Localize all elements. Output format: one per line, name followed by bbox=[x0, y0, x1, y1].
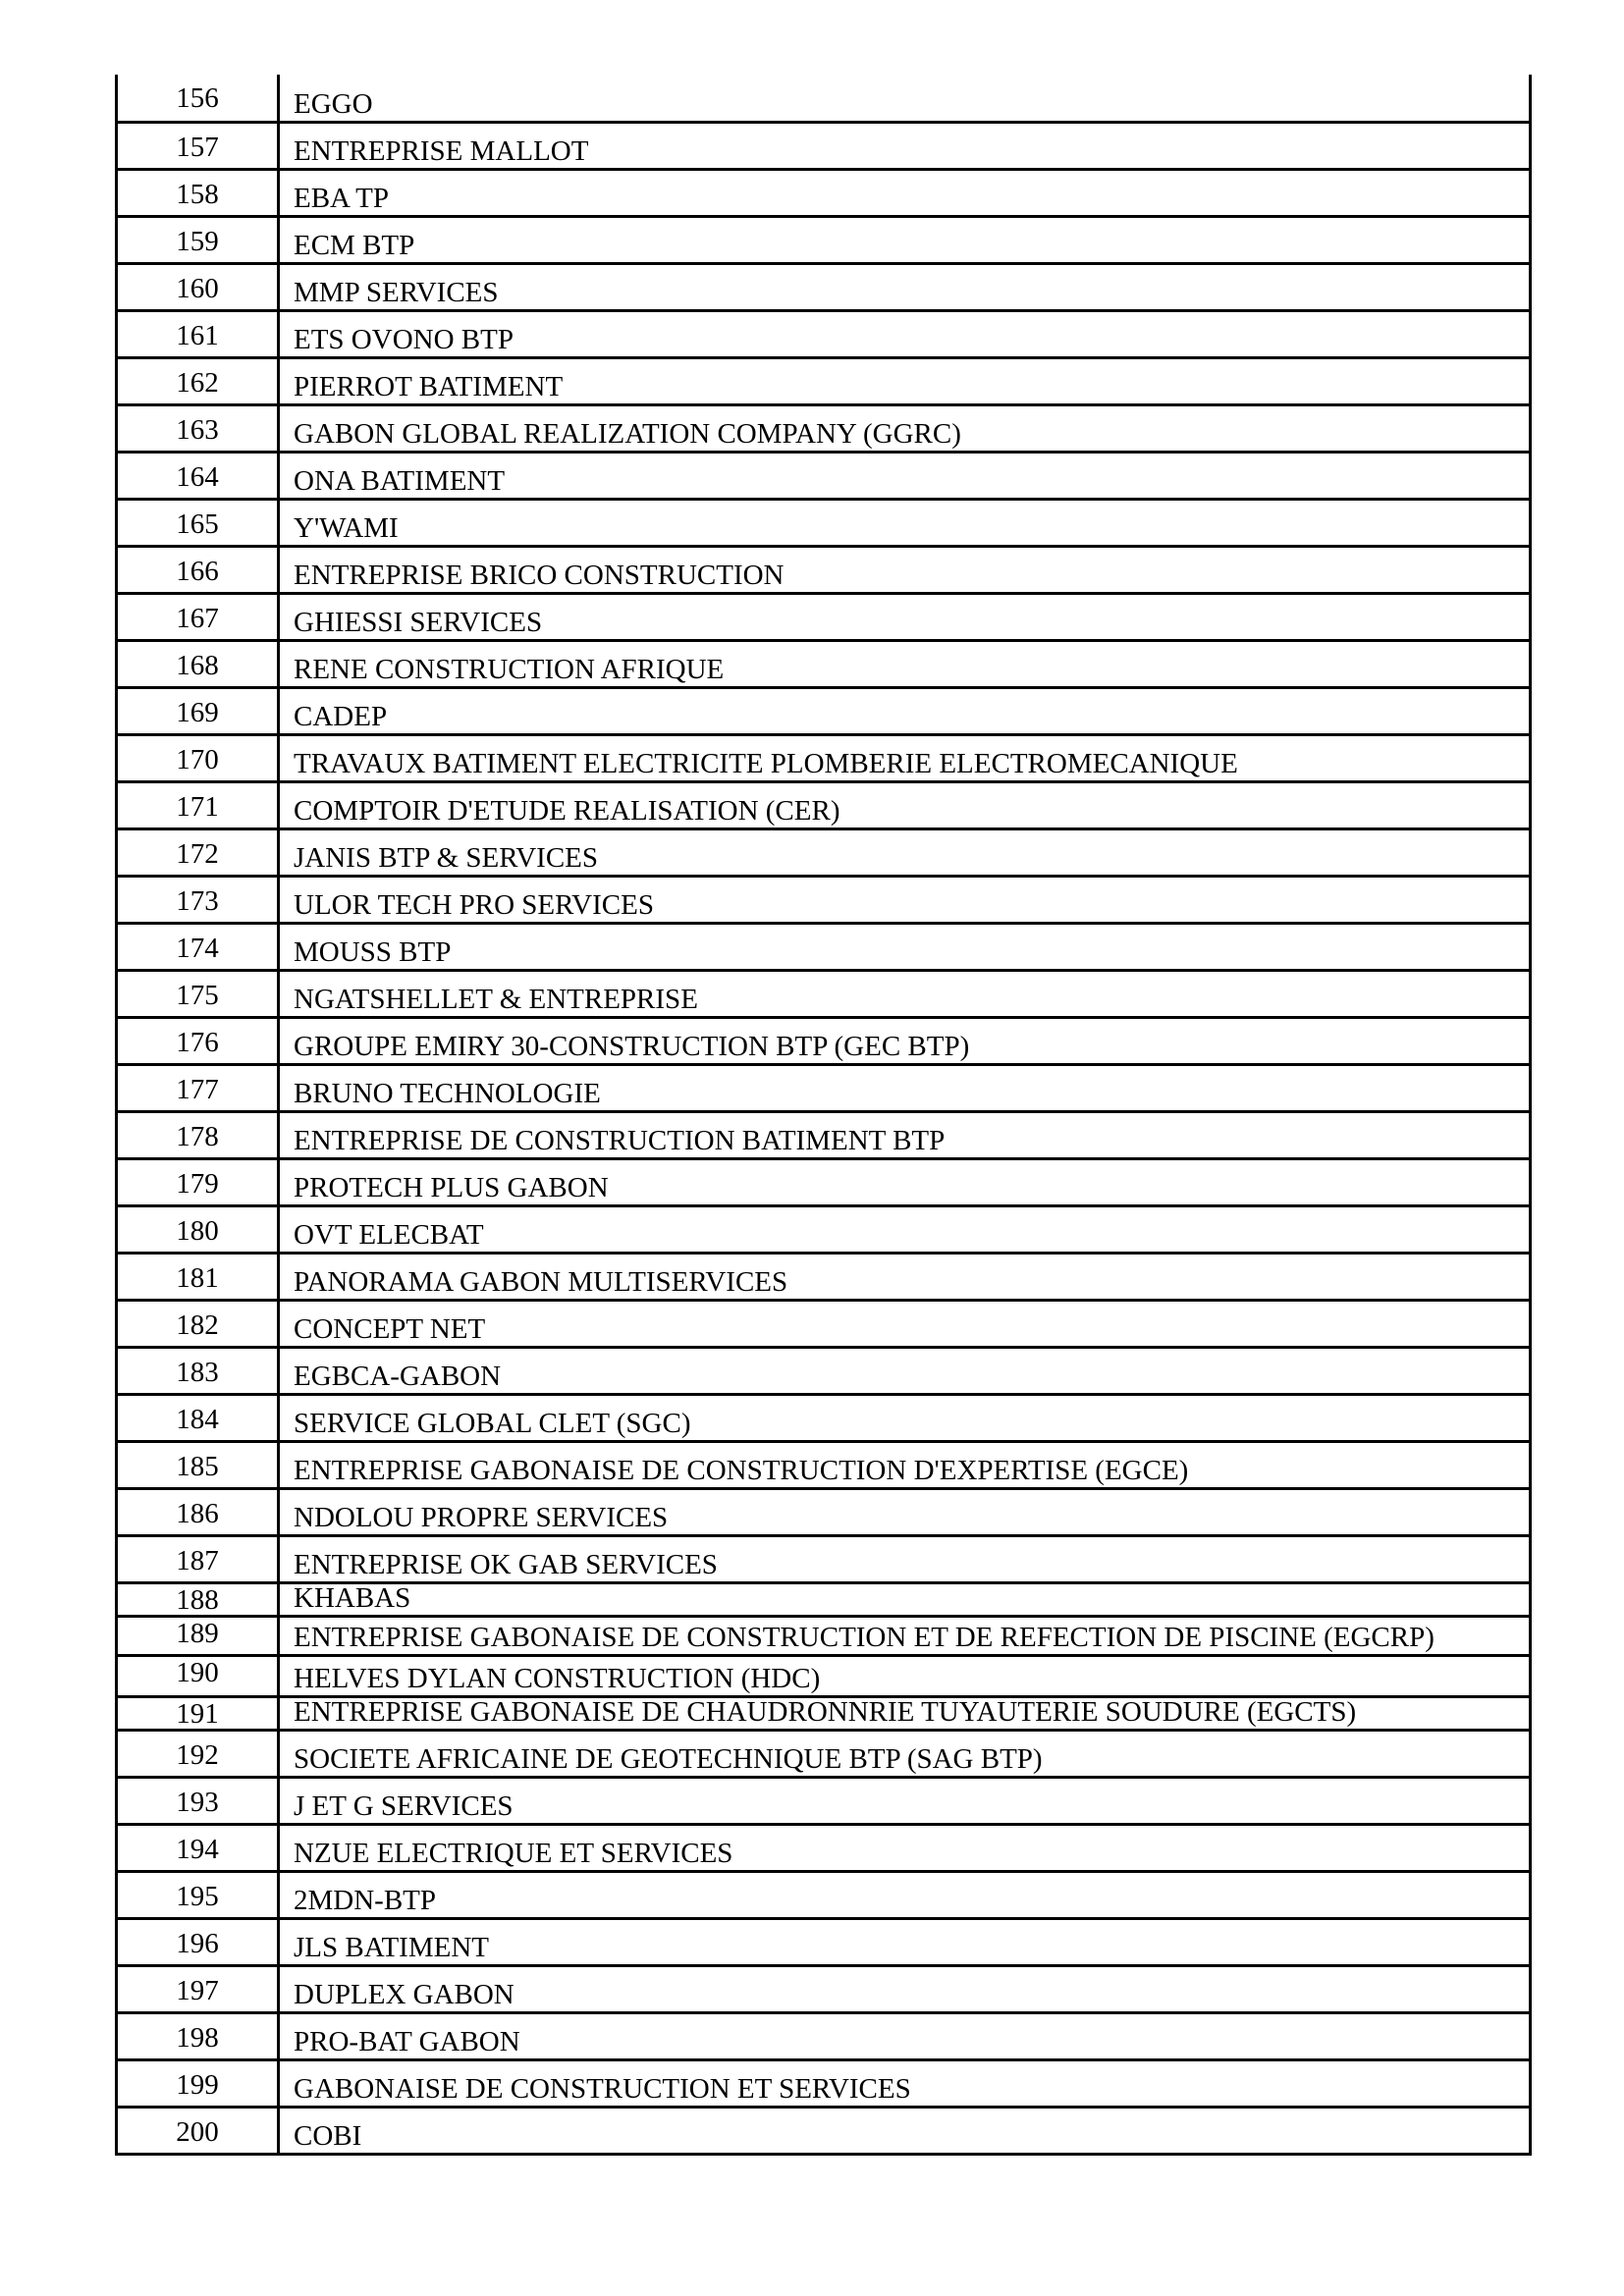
company-name: COBI bbox=[279, 2107, 1531, 2154]
table-row bbox=[117, 1696, 1531, 1730]
company-name: ENTREPRISE BRICO CONSTRUCTION bbox=[279, 546, 1531, 593]
table-row bbox=[117, 1441, 1531, 1488]
company-name: PROTECH PLUS GABON bbox=[279, 1158, 1531, 1205]
table-row bbox=[117, 263, 1531, 310]
table-row bbox=[117, 75, 1531, 122]
row-number: 184 bbox=[117, 1394, 279, 1441]
row-number: 183 bbox=[117, 1347, 279, 1394]
table-row bbox=[117, 876, 1531, 923]
table-row bbox=[117, 1064, 1531, 1111]
table-row bbox=[117, 1616, 1531, 1655]
row-number: 187 bbox=[117, 1535, 279, 1582]
table-row bbox=[117, 1871, 1531, 1918]
table-row bbox=[117, 1730, 1531, 1777]
company-name: COMPTOIR D'ETUDE REALISATION (CER) bbox=[279, 781, 1531, 828]
row-number: 178 bbox=[117, 1111, 279, 1158]
table-row bbox=[117, 2059, 1531, 2107]
row-number: 171 bbox=[117, 781, 279, 828]
company-name: SOCIETE AFRICAINE DE GEOTECHNIQUE BTP (SAG BTP) bbox=[279, 1730, 1531, 1777]
company-list-body bbox=[117, 75, 1531, 2154]
row-number: 191 bbox=[117, 1696, 279, 1730]
table-row bbox=[117, 499, 1531, 546]
table-row bbox=[117, 1017, 1531, 1064]
table-row bbox=[117, 1918, 1531, 1965]
company-name: NZUE ELECTRIQUE ET SERVICES bbox=[279, 1824, 1531, 1871]
table-row bbox=[117, 122, 1531, 169]
table-row bbox=[117, 1205, 1531, 1253]
table-row bbox=[117, 1300, 1531, 1347]
company-name: HELVES DYLAN CONSTRUCTION (HDC) bbox=[279, 1655, 1531, 1696]
company-name: PIERROT BATIMENT bbox=[279, 357, 1531, 404]
row-number: 160 bbox=[117, 263, 279, 310]
row-number: 188 bbox=[117, 1582, 279, 1616]
table-row bbox=[117, 1824, 1531, 1871]
row-number: 164 bbox=[117, 452, 279, 499]
company-list-table bbox=[115, 75, 1532, 2156]
row-number: 194 bbox=[117, 1824, 279, 1871]
table-row bbox=[117, 593, 1531, 640]
company-name: MMP SERVICES bbox=[279, 263, 1531, 310]
row-number: 180 bbox=[117, 1205, 279, 1253]
row-number: 174 bbox=[117, 923, 279, 970]
row-number: 156 bbox=[117, 75, 279, 122]
company-name: 2MDN-BTP bbox=[279, 1871, 1531, 1918]
row-number: 162 bbox=[117, 357, 279, 404]
row-number: 192 bbox=[117, 1730, 279, 1777]
company-name: ONA BATIMENT bbox=[279, 452, 1531, 499]
row-number: 189 bbox=[117, 1616, 279, 1655]
company-name: JLS BATIMENT bbox=[279, 1918, 1531, 1965]
company-name: NGATSHELLET & ENTREPRISE bbox=[279, 970, 1531, 1017]
company-name: ENTREPRISE MALLOT bbox=[279, 122, 1531, 169]
table-row bbox=[117, 734, 1531, 781]
table-row bbox=[117, 2012, 1531, 2059]
company-name: RENE CONSTRUCTION AFRIQUE bbox=[279, 640, 1531, 687]
table-row bbox=[117, 1655, 1531, 1696]
row-number: 182 bbox=[117, 1300, 279, 1347]
company-name: OVT ELECBAT bbox=[279, 1205, 1531, 1253]
table-row bbox=[117, 687, 1531, 734]
company-name: CADEP bbox=[279, 687, 1531, 734]
company-name: GABONAISE DE CONSTRUCTION ET SERVICES bbox=[279, 2059, 1531, 2107]
table-row bbox=[117, 970, 1531, 1017]
row-number: 170 bbox=[117, 734, 279, 781]
company-name: GROUPE EMIRY 30-CONSTRUCTION BTP (GEC BTP) bbox=[279, 1017, 1531, 1064]
row-number: 195 bbox=[117, 1871, 279, 1918]
table-row bbox=[117, 1111, 1531, 1158]
row-number: 200 bbox=[117, 2107, 279, 2154]
company-name: J ET G SERVICES bbox=[279, 1777, 1531, 1824]
row-number: 199 bbox=[117, 2059, 279, 2107]
table-row bbox=[117, 1777, 1531, 1824]
company-name: ENTREPRISE GABONAISE DE CONSTRUCTION D'EXPERTISE (EGCE) bbox=[279, 1441, 1531, 1488]
table-row bbox=[117, 1582, 1531, 1616]
company-name: TRAVAUX BATIMENT ELECTRICITE PLOMBERIE ELECTROMECANIQUE bbox=[279, 734, 1531, 781]
row-number: 193 bbox=[117, 1777, 279, 1824]
row-number: 168 bbox=[117, 640, 279, 687]
company-name: ENTREPRISE DE CONSTRUCTION BATIMENT BTP bbox=[279, 1111, 1531, 1158]
company-name: EGGO bbox=[279, 75, 1531, 122]
company-name: JANIS BTP & SERVICES bbox=[279, 828, 1531, 876]
company-name: EBA TP bbox=[279, 169, 1531, 216]
company-name: NDOLOU PROPRE SERVICES bbox=[279, 1488, 1531, 1535]
table-row bbox=[117, 640, 1531, 687]
row-number: 172 bbox=[117, 828, 279, 876]
table-row bbox=[117, 2107, 1531, 2154]
company-name: SERVICE GLOBAL CLET (SGC) bbox=[279, 1394, 1531, 1441]
table-row bbox=[117, 1347, 1531, 1394]
row-number: 177 bbox=[117, 1064, 279, 1111]
company-name: ENTREPRISE OK GAB SERVICES bbox=[279, 1535, 1531, 1582]
company-name: BRUNO TECHNOLOGIE bbox=[279, 1064, 1531, 1111]
table-row bbox=[117, 1488, 1531, 1535]
row-number: 166 bbox=[117, 546, 279, 593]
company-name: ETS OVONO BTP bbox=[279, 310, 1531, 357]
row-number: 158 bbox=[117, 169, 279, 216]
table-row bbox=[117, 452, 1531, 499]
table-row bbox=[117, 828, 1531, 876]
row-number: 167 bbox=[117, 593, 279, 640]
company-name: ULOR TECH PRO SERVICES bbox=[279, 876, 1531, 923]
company-name: MOUSS BTP bbox=[279, 923, 1531, 970]
row-number: 157 bbox=[117, 122, 279, 169]
table-row bbox=[117, 216, 1531, 263]
table-row bbox=[117, 310, 1531, 357]
company-name: PANORAMA GABON MULTISERVICES bbox=[279, 1253, 1531, 1300]
company-name: GHIESSI SERVICES bbox=[279, 593, 1531, 640]
company-name: KHABAS bbox=[279, 1582, 1531, 1616]
row-number: 163 bbox=[117, 404, 279, 452]
row-number: 169 bbox=[117, 687, 279, 734]
row-number: 185 bbox=[117, 1441, 279, 1488]
table-row bbox=[117, 404, 1531, 452]
company-name: GABON GLOBAL REALIZATION COMPANY (GGRC) bbox=[279, 404, 1531, 452]
table-row bbox=[117, 1535, 1531, 1582]
row-number: 198 bbox=[117, 2012, 279, 2059]
company-name: DUPLEX GABON bbox=[279, 1965, 1531, 2012]
row-number: 176 bbox=[117, 1017, 279, 1064]
table-row bbox=[117, 357, 1531, 404]
table-row bbox=[117, 781, 1531, 828]
row-number: 186 bbox=[117, 1488, 279, 1535]
row-number: 181 bbox=[117, 1253, 279, 1300]
row-number: 179 bbox=[117, 1158, 279, 1205]
company-name: ENTREPRISE GABONAISE DE CONSTRUCTION ET DE REFECTION DE PISCINE (EGCRP) bbox=[279, 1616, 1531, 1655]
table-row bbox=[117, 923, 1531, 970]
table-row bbox=[117, 1158, 1531, 1205]
company-name: CONCEPT NET bbox=[279, 1300, 1531, 1347]
table-row bbox=[117, 1253, 1531, 1300]
company-name: PRO-BAT GABON bbox=[279, 2012, 1531, 2059]
row-number: 190 bbox=[117, 1655, 279, 1696]
company-name: ECM BTP bbox=[279, 216, 1531, 263]
table-row bbox=[117, 169, 1531, 216]
company-name: EGBCA-GABON bbox=[279, 1347, 1531, 1394]
table-row bbox=[117, 1394, 1531, 1441]
row-number: 175 bbox=[117, 970, 279, 1017]
table-row bbox=[117, 1965, 1531, 2012]
row-number: 173 bbox=[117, 876, 279, 923]
row-number: 196 bbox=[117, 1918, 279, 1965]
company-name: Y'WAMI bbox=[279, 499, 1531, 546]
company-name: ENTREPRISE GABONAISE DE CHAUDRONNRIE TUYAUTERIE SOUDURE (EGCTS) bbox=[279, 1696, 1531, 1730]
row-number: 161 bbox=[117, 310, 279, 357]
row-number: 165 bbox=[117, 499, 279, 546]
row-number: 197 bbox=[117, 1965, 279, 2012]
table-row bbox=[117, 546, 1531, 593]
row-number: 159 bbox=[117, 216, 279, 263]
